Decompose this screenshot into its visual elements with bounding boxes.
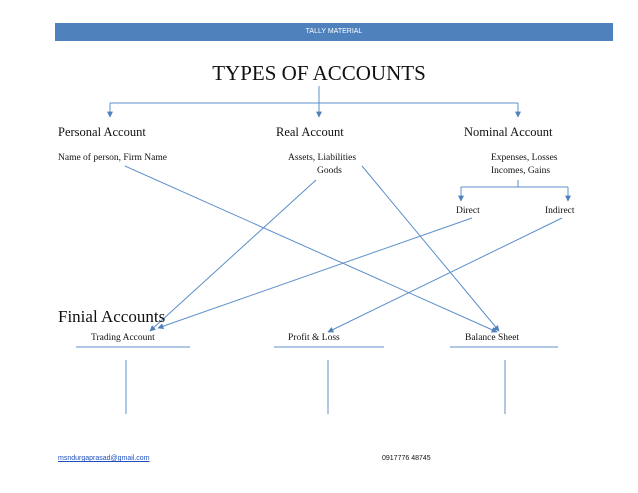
footer-email-link[interactable]: msndurgaprasad@gmail.com: [58, 455, 150, 462]
nominal-account-detail-2: Incomes, Gains: [491, 166, 551, 176]
direct-label: Direct: [456, 206, 480, 216]
profit-loss-label: Profit & Loss: [288, 333, 340, 343]
personal-account-label: Personal Account: [58, 125, 146, 139]
indirect-to-profit-loss: [328, 218, 562, 332]
trading-account-label: Trading Account: [91, 333, 155, 343]
nominal-account-detail-1: Expenses, Losses: [491, 153, 558, 163]
direct-to-trading: [158, 218, 472, 328]
real-account-label: Real Account: [276, 125, 344, 139]
footer-phone: 0917776 48745: [382, 455, 431, 462]
nominal-account-label: Nominal Account: [464, 125, 553, 139]
real-account-detail-1: Assets, Liabilities: [288, 153, 357, 163]
personal-account-detail: Name of person, Firm Name: [58, 153, 167, 163]
real-account-detail-2: Goods: [317, 166, 342, 176]
real-assets-to-trading: [150, 180, 316, 331]
final-accounts-title: Finial Accounts: [58, 307, 166, 326]
personal-to-balance-sheet: [125, 166, 497, 332]
real-goods-to-balance-sheet: [362, 166, 499, 331]
header-title: TALLY MATERIAL: [305, 28, 363, 35]
balance-sheet-label: Balance Sheet: [465, 333, 520, 343]
indirect-label: Indirect: [545, 206, 575, 216]
page-title: TYPES OF ACCOUNTS: [212, 61, 426, 85]
